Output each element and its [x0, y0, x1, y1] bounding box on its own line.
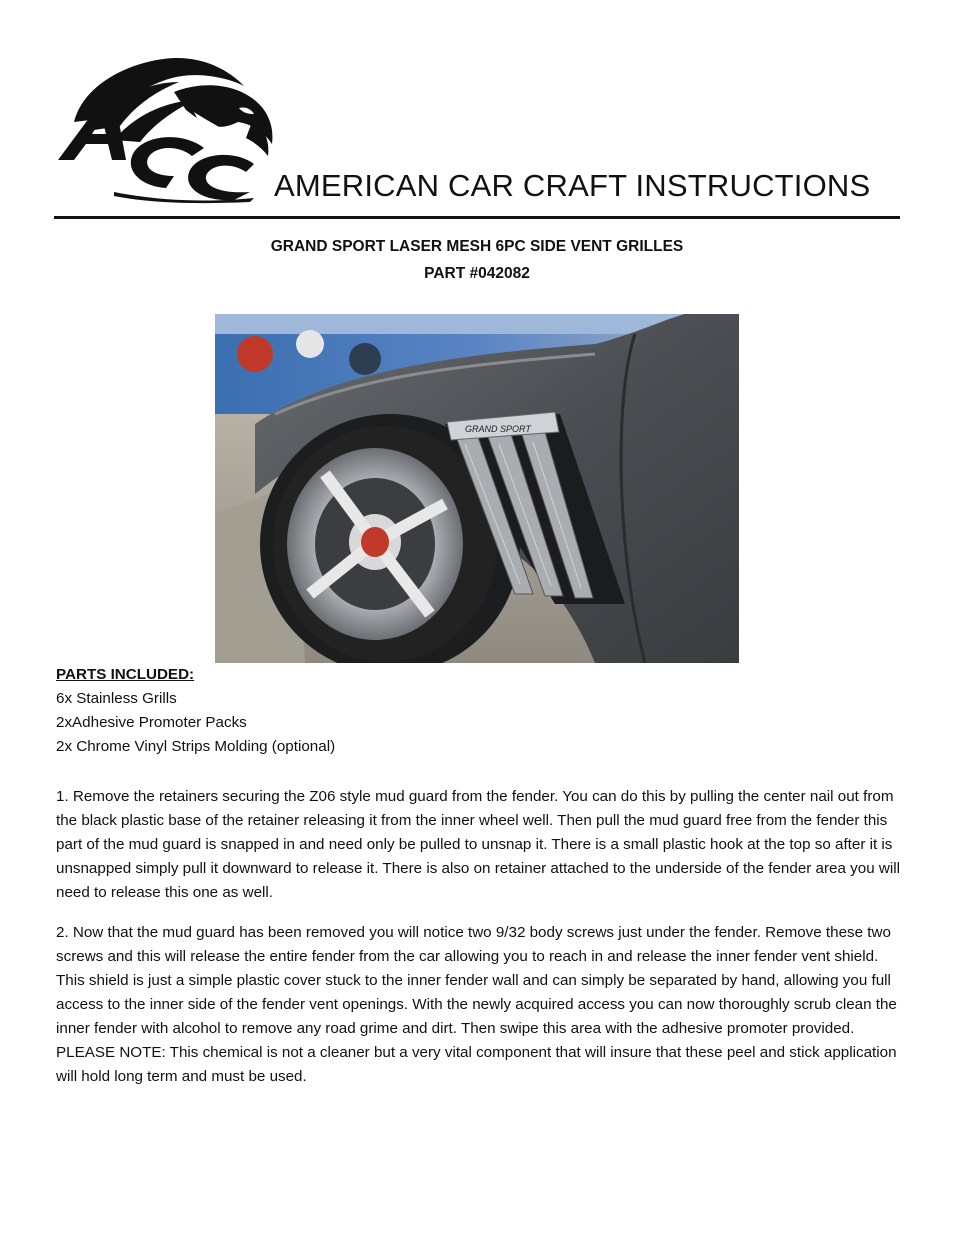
instruction-step-2: 2. Now that the mud guard has been removed you will notice two 9/32 body screws just under the fender. Remove these two screws and this will release the entire fender from the car allowing you to reach in and release the inner fender vent shield. This shield is just a simple plastic cover stuck to the inner fender wall and can simply be separated by hand, allowing you full access to the inner side of the fender vent openings. With the newly acquired access you can now thoroughly scrub clean the inner fender with alcohol to remove any road grime and dirt. Then swipe this area with the adhesive promoter provided. PLEASE NOTE: This chemical is not a cleaner but a very vital component that will insure that these peel and stick application will hold long term and must be used.: [56, 924, 897, 1085]
product-name: GRAND SPORT LASER MESH 6PC SIDE VENT GRILLES: [270, 238, 684, 255]
parts-item: 6x Stainless Grills: [56, 690, 177, 707]
instruction-step-1: 1. Remove the retainers securing the Z06 style mud guard from the fender. You can do this by pulling the center nail out from the black plastic base of the retainer releasing it from the inner wheel well. Then pull the mud guard free from the fender this part of the mud guard is snapped in and need only be pulled to unsnap it. There is a small plastic hook at the top so after it is unsnapped simply pull it downward to release it. There is also on retainer attached to the underside of the fender area you will need to release this one as well.: [56, 788, 900, 901]
parts-item: 2xAdhesive Promoter Packs: [56, 714, 247, 731]
parts-section: [56, 663, 902, 759]
part-number: PART #042082: [424, 265, 530, 282]
grand-sport-emblem: GRAND SPORT: [465, 424, 531, 434]
product-photo: [215, 314, 739, 663]
parts-item: 2x Chrome Vinyl Strips Molding (optional): [56, 738, 336, 755]
parts-heading: PARTS INCLUDED:: [56, 666, 195, 683]
acc-eagle-logo: [54, 52, 276, 204]
header-divider: [54, 216, 900, 219]
document-title: AMERICAN CAR CRAFT INSTRUCTIONS: [274, 168, 871, 203]
